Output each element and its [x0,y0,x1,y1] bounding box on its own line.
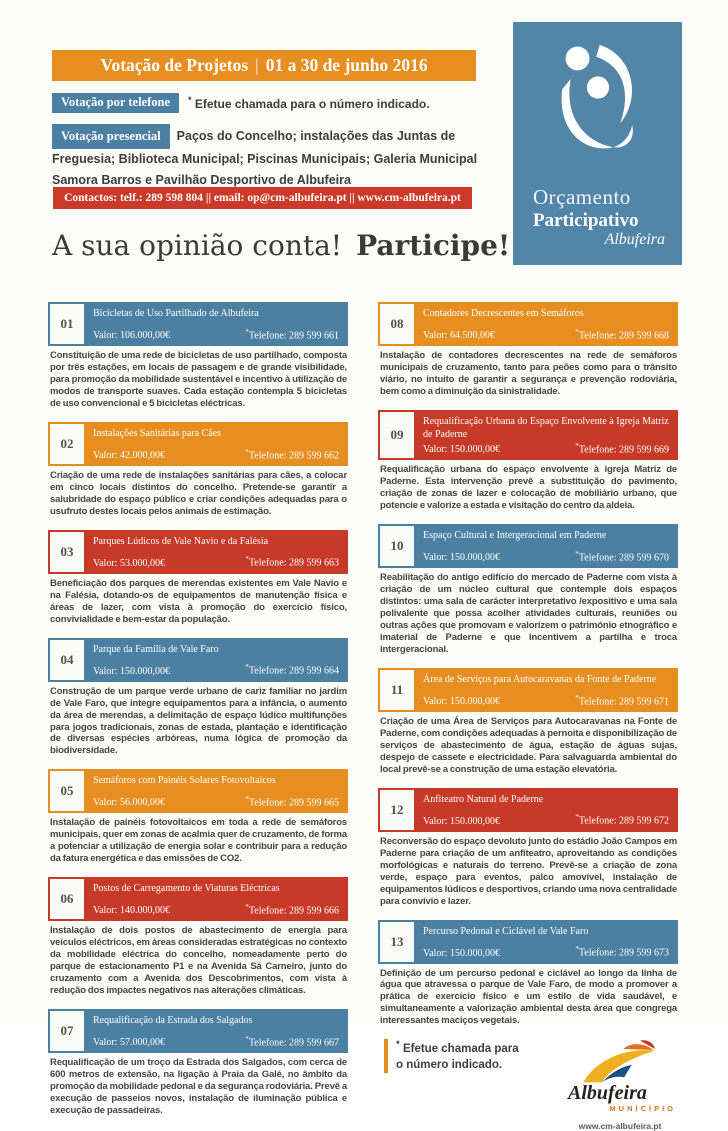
project-phone: *Telefone: 289 599 666 [245,902,339,917]
project-title: Área de Serviços para Autocaravanas da Fonte de Paderne [423,673,657,685]
page-headline [52,229,510,262]
project-header [48,302,348,346]
headline-normal: A sua opinião conta! [52,229,343,262]
project-number: 10 [380,526,414,566]
municipality-name: Albufeira [568,1082,647,1105]
projects-column-left [48,302,348,1131]
project-header [48,530,348,574]
footer-row [378,1039,678,1131]
project-description: Reconversão do espaço devoluto junto do estádio João Campos em Paderne para criação de um anfiteatro, aproveitando as condições morfológicas e naturais do terreno. Prevê-se a criação de zona verde, espaço para eventos, palco amovível, instalação de equipamentos lúdicos e desportivos, criando uma nova centralidade para convívio e lazer. [380,835,677,907]
wordmark-line3: Albufeira [604,231,665,249]
banner-separator: | [255,55,259,75]
project-number: 11 [380,670,414,710]
project-number: 01 [50,304,84,344]
presential-voting-block [52,124,509,190]
project-description: Definição de um percurso pedonal e ciclável ao longo da linha de água que atravessa o parque de Vale Faro, de modo a promover a prática de exercício físico e um estilo de vida saudável, e simultaneamente a valorização ambiental desta área que congrega interessantes maciços vegetais. [380,967,677,1027]
phone-voting-chip: Votação por telefone [52,93,179,113]
headline-bold: Participe! [356,229,511,262]
project-title: Semáforos com Painéis Solares Fotovoltaicos [93,775,276,787]
project-value: Valor: 140.000,00€ [93,905,170,917]
project-number: 13 [380,922,414,962]
project-phone: *Telefone: 289 599 673 [575,945,669,959]
project-phone: *Telefone: 289 599 667 [245,1034,339,1049]
project-description: Construção de um parque verde urbano de cariz familiar no jardim de Vale Faro, que integre equipamentos para a infância, o aumento da área de merendas, a delimitação de espaço lúdico multifunções para jogos tradicionais, zonas de estada, plantação e identificação de diversas espécies arbóreas, numa lógica de promoção da biodiversidade. [50,685,347,757]
project-title: Espaço Cultural e Intergeracional em Paderne [423,530,607,542]
project-number: 09 [380,412,414,458]
project-description: Requalificação urbana do espaço envolvente à igreja Matriz de Paderne. Esta intervenção prevê a substituição do pavimento, criação de zonas de lazer e colocação de mobiliário urbano, que potencie e valorize a estada e visitação do centro da aldeia. [380,464,677,512]
project-value: Valor: 42.000,00€ [93,449,165,461]
project-number: 05 [50,771,84,811]
project-header [48,638,348,682]
project-value: Valor: 150.000,00€ [423,552,500,564]
municipality-url: www.cm-albufeira.pt [578,1121,662,1131]
project-header [378,302,678,346]
project-header [378,524,678,568]
project-description: Instalação de contadores decrescentes na rede de semáforos municipais de cruzamento, tanto para peões como para o trânsito viário, no intuito de garantir a segurança e prevenção rodoviária, bem como a diminuição da sinistralidade. [380,350,677,397]
project-header [48,877,348,921]
project-header [378,668,678,712]
albufeira-municipality-logo [564,1039,676,1131]
project-header [48,422,348,466]
project-item-02 [48,422,348,518]
project-value: Valor: 150.000,00€ [93,665,170,677]
project-number: 04 [50,640,84,680]
project-description: Constituição de uma rede de bicicletas de uso partilhado, composta por três estações, em locais de passagem e de grande visibilidade, para promoção da mobilidade sustentável e incentivo à utilização de modos de transporte suaves. Cada estação contempla 5 bicicletas de uso convencional e 5 bicicletas eléctricas. [50,350,347,409]
banner-title: Votação de Projetos [100,55,249,75]
project-phone: *Telefone: 289 599 668 [575,327,669,341]
phone-voting-note: * Efetue chamada para o número indicado. [188,95,430,111]
project-header [48,769,348,813]
project-value: Valor: 150.000,00€ [423,695,500,707]
asterisk-mark: * [396,1039,400,1051]
project-description: Beneficiação dos parques de merendas existentes em Vale Navio e na Falésia, dotando-os de equipamentos de manutenção física e áreas de lazer, com vista à promoção do exercício físico, convivialidade e bem-estar da população. [50,577,347,625]
project-phone: *Telefone: 289 599 669 [575,441,669,456]
project-title: Anfiteatro Natural de Paderne [423,793,544,805]
wordmark-line2: Participativo [533,209,639,231]
project-title: Instalações Sanitárias para Cães [93,427,222,439]
voting-period-banner [52,50,476,81]
project-item-12 [378,788,678,908]
project-item-07 [48,1009,348,1117]
project-phone: *Telefone: 289 599 672 [575,813,669,827]
contacts-bar [53,187,472,209]
project-title: Requalificação da Estrada dos Salgados [93,1015,253,1027]
project-value: Valor: 150.000,00€ [423,947,500,959]
participatory-budget-panel [513,22,682,265]
participatory-budget-wordmark [533,186,667,249]
project-number: 02 [50,424,84,464]
presential-locations: Paços do Concelho; instalações das Juntas de Freguesia; Biblioteca Municipal; Piscinas Municipais; Galeria Municipal Samora Barros e Pavilhão Desportivo de Albufeira [52,129,478,187]
wordmark-line1: Orçamento [533,185,631,210]
project-phone: *Telefone: 289 599 663 [245,555,339,569]
project-title: Percurso Pedonal e Ciclável de Vale Faro [423,925,589,937]
project-item-11 [378,668,678,776]
project-item-10 [378,524,678,656]
project-number: 03 [50,532,84,572]
project-value: Valor: 56.000,00€ [93,797,165,809]
project-header [378,410,678,460]
project-value: Valor: 64.500,00€ [423,330,495,341]
project-description: Requalificação de um troço da Estrada dos Salgados, com cerca de 600 metros de extensão, na ligação à Praia da Galé, no âmbito da promoção da mobilidade pedonal e da segurança rodoviária. Prevê a execução de passeios novos, instalação de iluminação pública e execução de passadeiras. [50,1057,347,1116]
project-header [378,920,678,964]
project-number: 07 [50,1011,84,1051]
project-item-13 [378,920,678,1028]
project-item-09 [378,410,678,512]
project-header [48,1009,348,1053]
project-value: Valor: 150.000,00€ [423,815,500,827]
project-title: Contadores Decrescentes em Semáforos [423,308,584,319]
project-title: Parques Lúdicos de Vale Navio e da Falésia [93,535,269,547]
presential-voting-chip: Votação presencial [52,124,170,149]
project-title: Bicicletas de Uso Partilhado de Albufeira [93,308,259,319]
project-description: Criação de uma rede de instalações sanitárias para cães, a colocar em cinco locais distintos do concelho. Pretende-se garantir a salubridade do espaço público e criar condições adequadas para o usufruto destes locais pelos animais de estimação. [50,469,347,517]
project-phone: *Telefone: 289 599 665 [245,795,339,809]
project-item-04 [48,638,348,758]
project-description: Instalação de dois postos de abastecimento de energia para veículos eléctricos, em áreas consideradas estratégicas no contexto da mobilidade eléctrica do concelho, nomeadamente perto do parque de estacionamento P1 e na Avenida Sá Carneiro, junto do cruzamento com a Avenida dos Descobrimentos, com vista à redução dos impactes negativos nas alterações climáticas. [50,925,347,997]
project-item-01 [48,302,348,410]
phone-voting-row [52,93,430,113]
project-value: Valor: 150.000,00€ [423,444,500,456]
projects-column-right [378,302,678,1131]
project-phone: *Telefone: 289 599 661 [245,327,339,341]
asterisk-mark: * [188,95,192,105]
project-item-06 [48,877,348,997]
project-title: Postos de Carregamento de Viaturas Eléctricas [93,883,280,895]
project-title: Requalificação Urbana do Espaço Envolvente à Igreja Matriz de Paderne [423,415,669,441]
project-description: Reabilitação do antigo edifício do mercado de Paderne com vista à criação de um núcleo cultural que contemple dois espaços distintos: uma sala de carácter interpretativo /expositivo e uma sala polivalente que possa acolher atividades culturais, reuniões ou outras ações que promovam e valorizem o património etnográfico e imaterial de Paderne e que incentivem a partilha e troca intergeracional. [380,572,677,655]
project-description: Criação de uma Área de Serviços para Autocaravanas na Fonte de Paderne, com condições adequadas à pernoita e disponibilização de serviços de abastecimento de água, estação de águas sujas, despejo de cassete e electricidade. Para salvaguarda ambiental do local prevê-se a construção de uma estação elevatória. [380,715,677,775]
project-item-03 [48,530,348,626]
project-value: Valor: 106.000,00€ [93,330,170,341]
project-value: Valor: 53.000,00€ [93,557,165,569]
project-phone: *Telefone: 289 599 664 [245,663,339,677]
project-title: Parque da Família de Vale Faro [93,643,219,655]
municipality-subtitle: MUNICÍPIO [609,1104,676,1114]
project-item-08 [378,302,678,398]
project-number: 08 [380,304,414,344]
project-number: 12 [380,790,414,830]
project-description: Instalação de painéis fotovoltaicos em toda a rede de semáforos municipais, quer em zonas de acalmia quer de cruzamento, de forma a potenciar a utilização de energia solar e contribuir para a redução da fatura energética e das emissões de CO2. [50,817,347,865]
project-phone: *Telefone: 289 599 671 [575,693,669,707]
banner-dates: 01 a 30 de junho 2016 [265,55,428,75]
project-phone: *Telefone: 289 599 670 [575,549,669,564]
contacts-text: Contactos: telf.: 289 598 804 || email: op@cm-albufeira.pt || www.cm-albufeira.pt [64,192,461,204]
project-header [378,788,678,832]
two-dancing-figures-icon [542,38,654,166]
project-item-05 [48,769,348,865]
project-number: 06 [50,879,84,919]
phone-footnote: * Efetue chamada para o número indicado. [384,1039,519,1073]
project-value: Valor: 57.000,00€ [93,1037,165,1049]
project-phone: *Telefone: 289 599 662 [245,447,339,461]
projects-columns [48,302,678,1131]
